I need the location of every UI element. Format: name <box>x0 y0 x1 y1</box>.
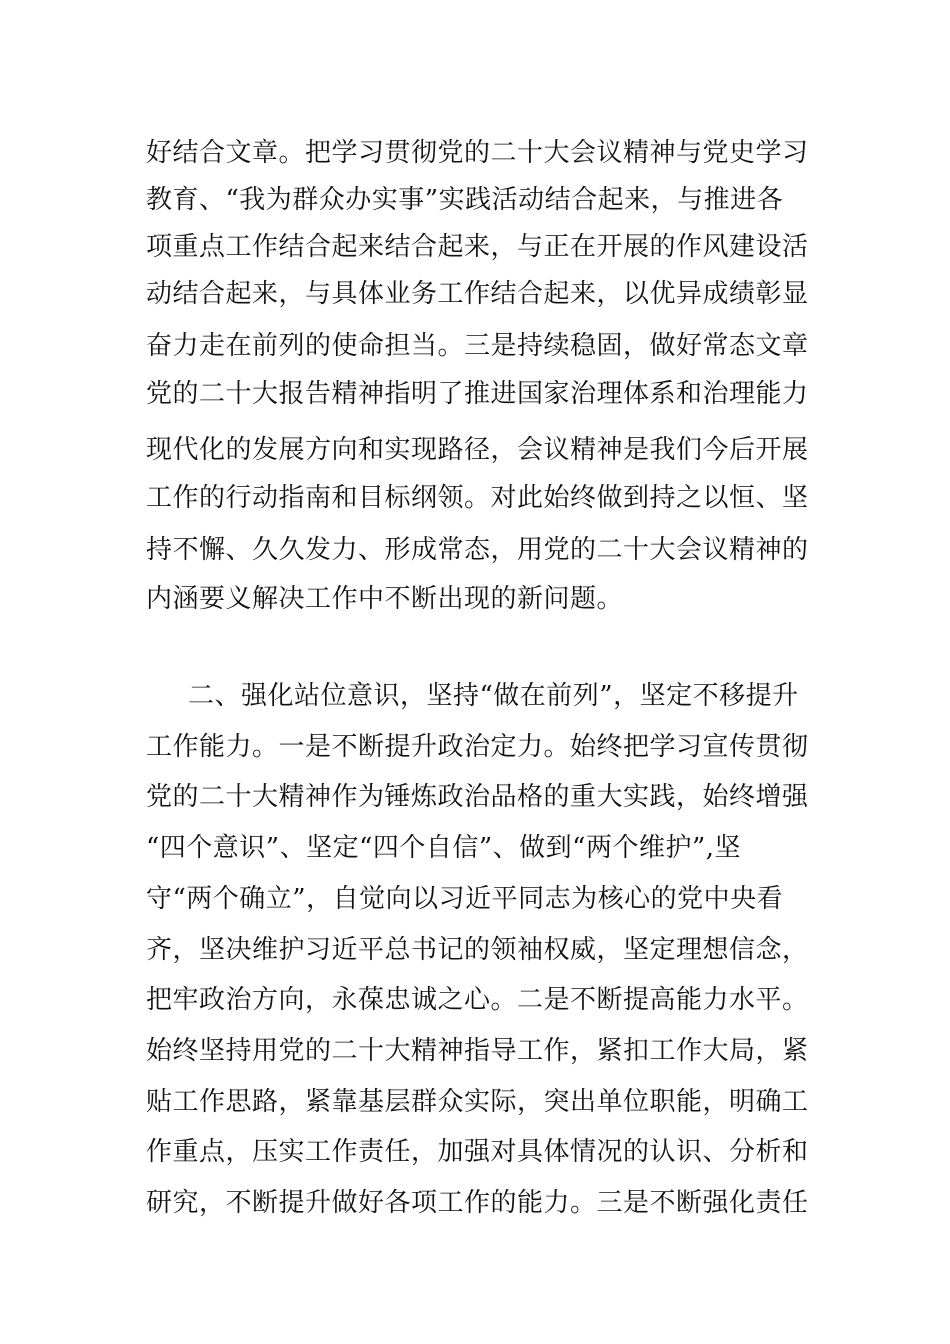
text-line: “四个意识”、坚定“四个自信”、做到“两个维护”,坚 <box>146 833 742 863</box>
text-line: 守“两个确立”，自觉向以习近平同志为核心的党中央看 <box>146 884 784 914</box>
text-line: 好结合文章。把学习贯彻党的二十大会议精神与党史学习 <box>146 138 809 168</box>
text-line: 工作能力。一是不断提升政治定力。始终把学习宣传贯彻 <box>146 732 809 762</box>
text-line: 工作的行动指南和目标纲领。对此始终做到持之以恒、坚 <box>146 483 809 513</box>
text-line: 持不懈、久久发力、形成常态，用党的二十大会议精神的 <box>146 535 809 565</box>
text-line: 把牢政治方向，永葆忠诚之心。二是不断提高能力水平。 <box>146 985 809 1015</box>
text-line: 贴工作思路，紧靠基层群众实际，突出单位职能，明确工 <box>146 1087 809 1117</box>
text-line: 教育、“我为群众办实事”实践活动结合起来，与推进各 <box>146 185 784 215</box>
text-line: 研究，不断提升做好各项工作的能力。三是不断强化责任 <box>146 1188 809 1218</box>
text-line: 始终坚持用党的二十大精神指导工作，紧扣工作大局，紧 <box>146 1036 809 1066</box>
text-line: 二、强化站位意识，坚持“做在前列”，坚定不移提升 <box>188 681 799 711</box>
text-line: 项重点工作结合起来结合起来，与正在开展的作风建设活 <box>146 232 809 262</box>
text-line: 奋力走在前列的使命担当。三是持续稳固，做好常态文章 <box>146 331 809 361</box>
text-line: 党的二十大精神作为锤炼政治品格的重大实践，始终增强 <box>146 782 809 812</box>
text-line: 齐，坚决维护习近平总书记的领袖权威，坚定理想信念， <box>146 935 809 965</box>
text-line: 内涵要义解决工作中不断出现的新问题。 <box>146 584 624 614</box>
text-line: 党的二十大报告精神指明了推进国家治理体系和治理能力 <box>146 379 809 409</box>
text-line: 动结合起来，与具体业务工作结合起来，以优异成绩彰显 <box>146 279 809 309</box>
text-line: 现代化的发展方向和实现路径，会议精神是我们今后开展 <box>146 435 809 465</box>
text-line: 作重点，压实工作责任，加强对具体情况的认识、分析和 <box>146 1137 809 1167</box>
